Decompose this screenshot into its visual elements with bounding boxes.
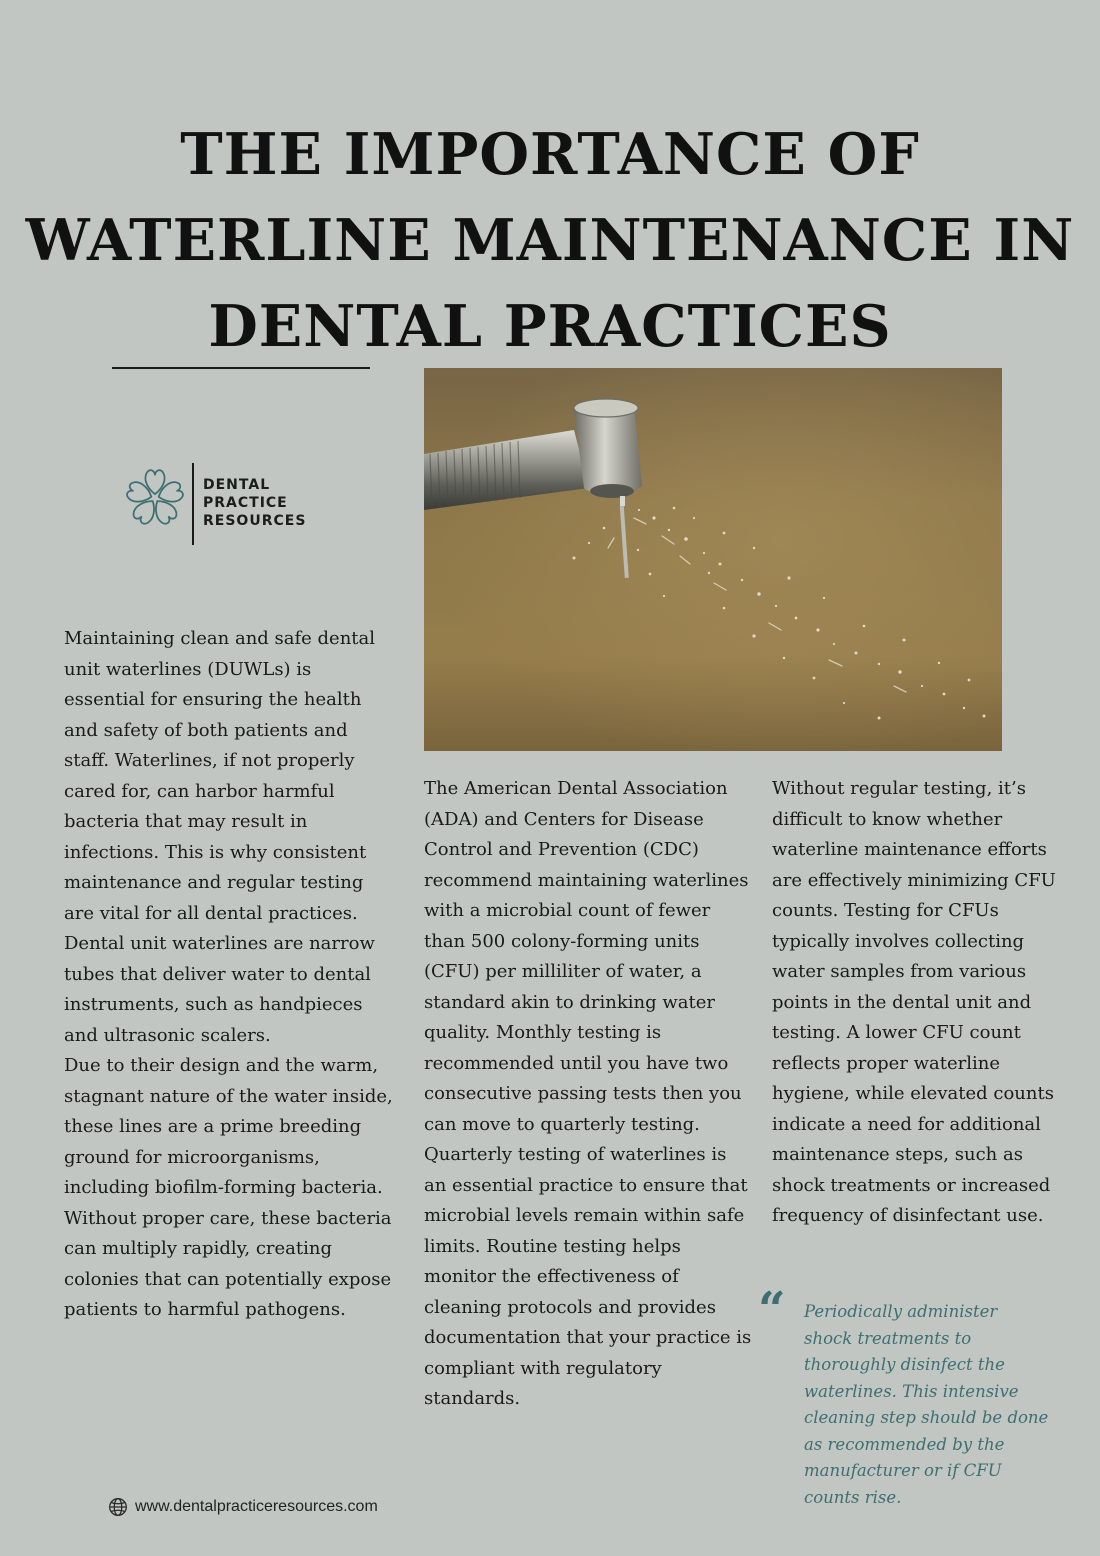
paragraph: Without regular testing, it’s difficult to know whether waterline maintenance efforts are effectively minimizing CFU counts. Testing for CFUs typically involves collecting water samples from various points in the dental unit and testing. A lower CFU count reflects proper waterline hygiene, while elevated counts indicate a need for additional maintenance steps, such as shock treatments or increased frequency of disinfectant use. [772,778,1056,1226]
title-line-2: WATERLINE MAINTENANCE IN [25,207,1075,274]
quote-mark-icon: “ [758,1282,786,1338]
logo-line-3: RESOURCES [203,513,307,529]
body-column-3 [772,774,1072,1232]
logo-line-2: PRACTICE [203,495,288,511]
title-line-1: THE IMPORTANCE OF [180,121,920,188]
flower-icon [124,467,186,529]
globe-icon [108,1497,128,1517]
pull-quote: Periodically administer shock treatments to thoroughly disinfect the waterlines. This intensive cleaning step should be done as recommended by the manufacturer or if CFU counts rise. [804,1302,1049,1507]
dental-handpiece-spray-image [424,368,1002,751]
logo-wordmark [203,476,306,530]
title-divider [112,367,370,369]
page-title [0,112,1100,370]
paragraph: Maintaining clean and safe dental unit waterlines (DUWLs) is essential for ensuring the health and safety of both patients and staff. Waterlines, if not properly cared for, can harbor harmful bacteria that may result in infections. This is why consistent maintenance and regular testing are vital for all dental practices. Dental unit waterlines are narrow tubes that deliver water to dental instruments, such as handpieces and ultrasonic scalers. [64,628,376,1046]
logo-divider [192,463,194,545]
paragraph: Due to their design and the warm, stagnant nature of the water inside, these lines are a prime breeding ground for microorganisms, including biofilm-forming bacteria. Without proper care, these bacteria can multiply rapidly, creating colonies that can potentially expose patients to harmful pathogens. [64,1055,393,1320]
logo-line-1: DENTAL [203,477,271,493]
body-column-1 [64,624,394,1326]
website-link[interactable]: www.dentalpracticeresources.com [135,1498,378,1515]
title-line-3: DENTAL PRACTICES [208,293,892,360]
paragraph: The American Dental Association (ADA) and Centers for Disease Control and Prevention (CDC) recommend maintaining waterlines with a microbial count of fewer than 500 colony-forming units (CFU) per milliliter of water, a standard akin to drinking water quality. Monthly testing is recommended until you have two consecutive passing tests then you can move to quarterly testing. Quarterly testing of waterlines is an essential practice to ensure that microbial levels remain within safe limits. Routine testing helps monitor the effectiveness of cleaning protocols and provides documentation that your practice is compliant with regulatory standards. [424,778,752,1409]
brand-logo [124,463,324,545]
body-column-2 [424,774,754,1415]
